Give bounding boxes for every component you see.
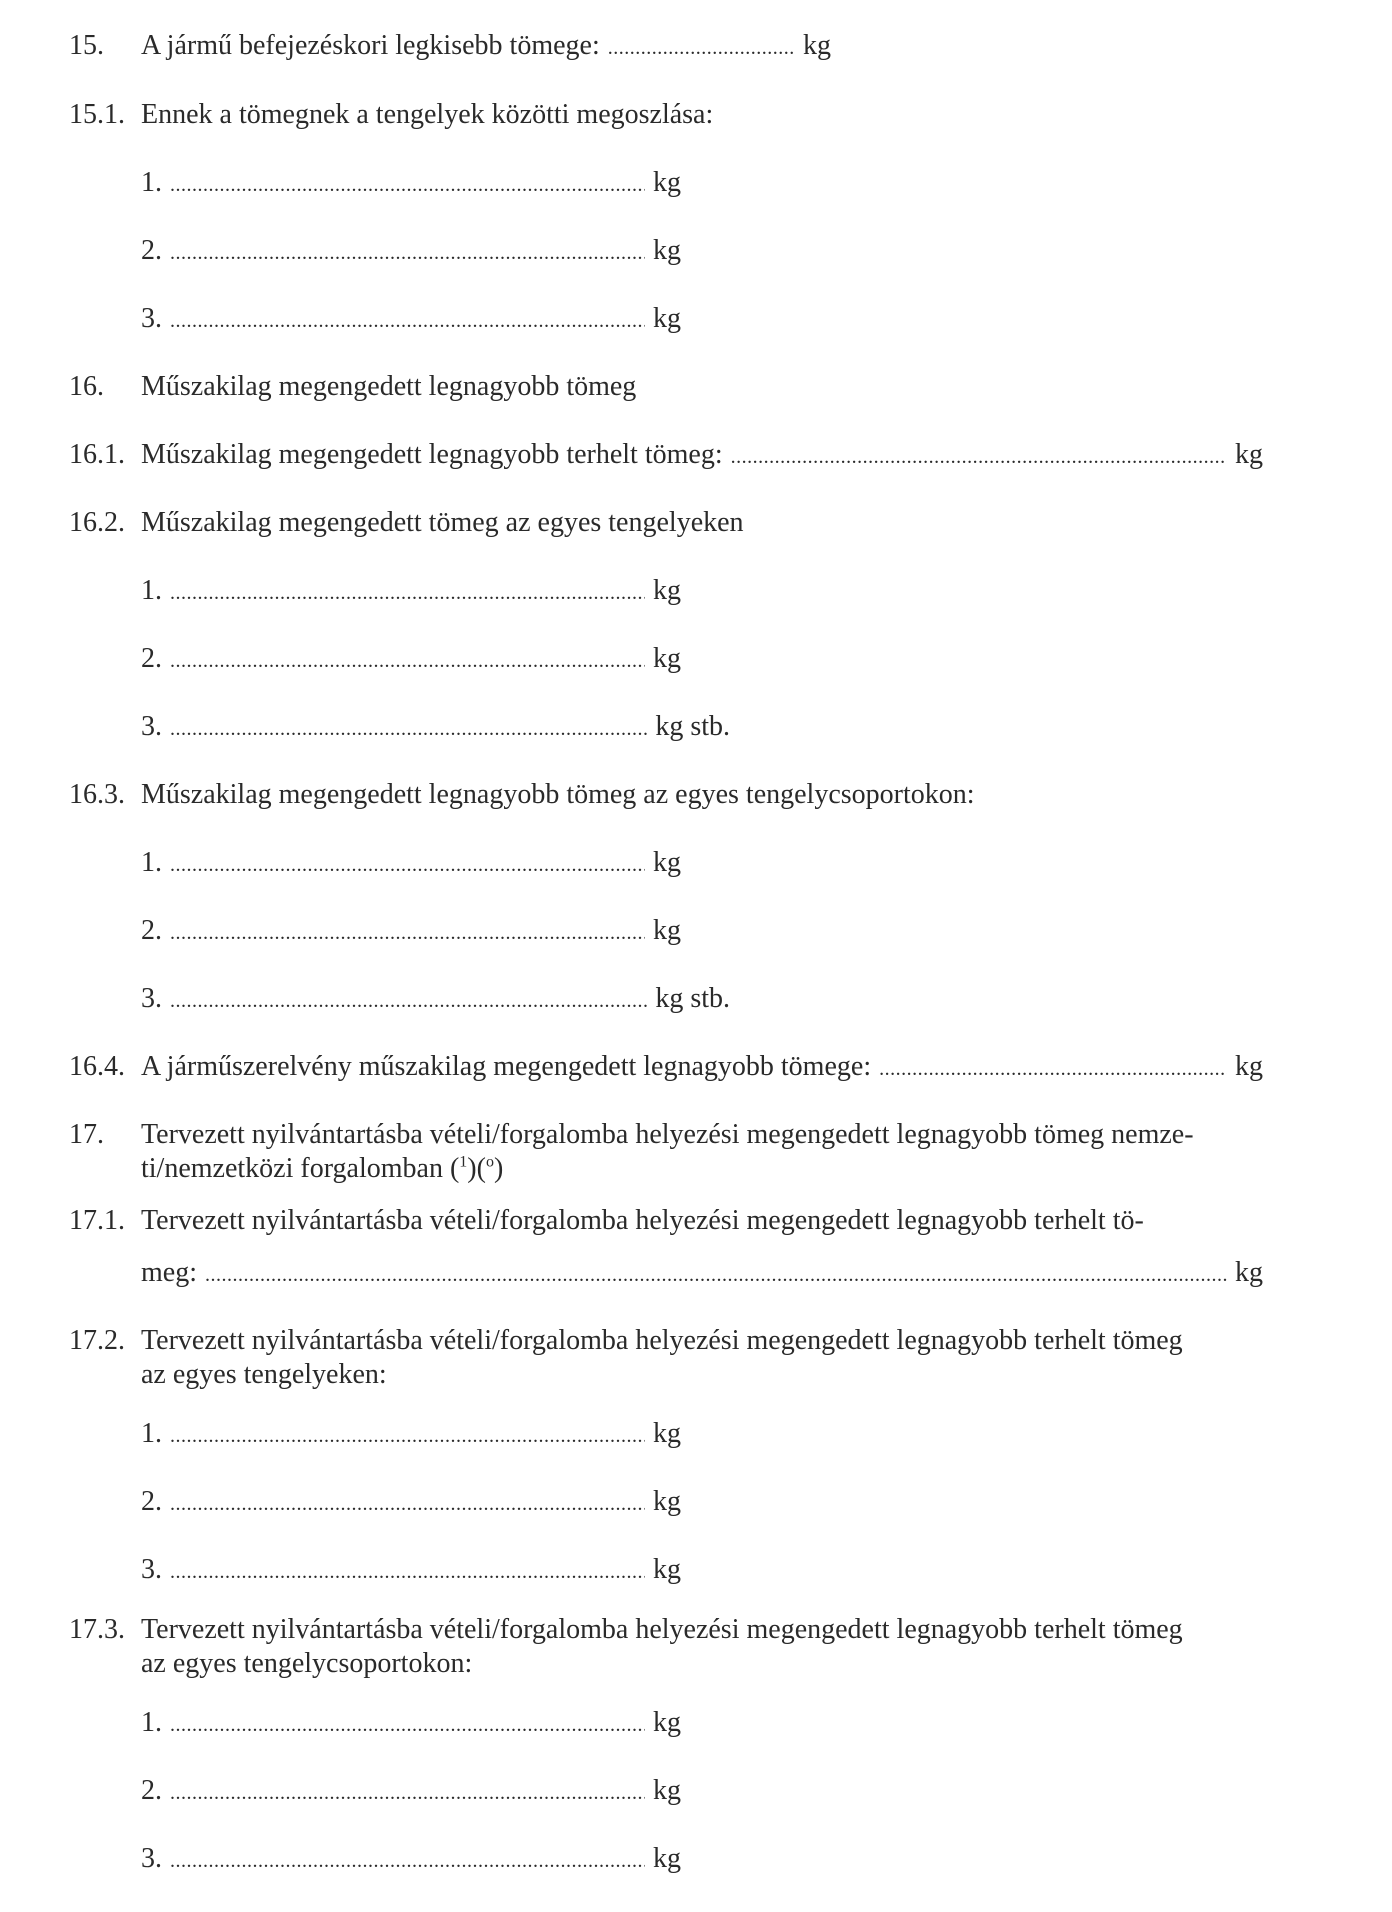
row-label: 1. <box>141 847 162 878</box>
row-label: 1. <box>141 1707 162 1738</box>
list-item <box>141 235 681 269</box>
item-17-line2 <box>141 1153 503 1185</box>
fill-in-field[interactable] <box>170 847 645 881</box>
list-item <box>141 915 681 949</box>
list-item <box>141 1843 681 1877</box>
row-label: 3. <box>141 711 162 742</box>
fill-in-field[interactable] <box>170 1775 645 1809</box>
unit-label: kg <box>653 1707 681 1738</box>
item-number: 17.3. <box>69 1614 125 1645</box>
row-label: 2. <box>141 1775 162 1806</box>
item-text-line1: Tervezett nyilvántartásba vételi/forgalomba helyezési megengedett legnagyobb terhelt tömeg <box>141 1325 1183 1356</box>
row-label: 2. <box>141 235 162 266</box>
row-label: 2. <box>141 915 162 946</box>
list-item <box>141 643 681 677</box>
text-fragment: ) <box>493 1153 504 1184</box>
fill-in-field[interactable] <box>170 575 645 609</box>
unit-label: kg <box>803 30 831 61</box>
unit-label: kg <box>653 847 681 878</box>
text-fragment: )( <box>467 1153 486 1184</box>
row-label: 1. <box>141 167 162 198</box>
item-text: A jármű befejezéskori legkisebb tömege: <box>141 30 600 61</box>
item-text: Ennek a tömegnek a tengelyek közötti megoszlása: <box>141 99 714 130</box>
fill-in-field[interactable] <box>170 1843 645 1877</box>
item-text-line1: Tervezett nyilvántartásba vételi/forgalomba helyezési megengedett legnagyobb terhelt tö- <box>141 1205 1144 1236</box>
fill-in-field[interactable] <box>879 1051 1227 1085</box>
list-item <box>141 1486 681 1520</box>
unit-label: kg <box>653 915 681 946</box>
row-label: 3. <box>141 303 162 334</box>
footnote-ref: o <box>485 1153 494 1171</box>
list-item <box>141 303 681 337</box>
unit-label: kg <box>653 1775 681 1806</box>
item-text-line2: ti/nemzetközi forgalomban ( <box>141 1153 460 1184</box>
item-number: 17. <box>69 1119 104 1150</box>
row-label: 3. <box>141 983 162 1014</box>
footnote-ref: 1 <box>459 1153 468 1171</box>
item-text: A járműszerelvény műszakilag megengedett legnagyobb tömege: <box>141 1051 872 1082</box>
unit-label: kg stb. <box>655 711 730 742</box>
item-text: Műszakilag megengedett legnagyobb terhelt tömeg: <box>141 439 723 470</box>
unit-label: kg stb. <box>655 983 730 1014</box>
item-number: 16.4. <box>69 1051 125 1082</box>
item-text-line1: Tervezett nyilvántartásba vételi/forgalomba helyezési megengedett legnagyobb terhelt tömeg <box>141 1614 1183 1645</box>
item-number: 16.3. <box>69 779 125 810</box>
item-17-1-row <box>141 1257 1263 1291</box>
list-item <box>141 1775 681 1809</box>
list-item <box>141 1707 681 1741</box>
fill-in-field[interactable] <box>170 235 645 269</box>
item-text-line1: Tervezett nyilvántartásba vételi/forgalomba helyezési megengedett legnagyobb tömeg nemze- <box>141 1119 1194 1150</box>
item-number: 16.2. <box>69 507 125 538</box>
item-17-2-line2 <box>141 1359 387 1391</box>
fill-in-field[interactable] <box>170 643 645 677</box>
list-item <box>141 1554 681 1588</box>
fill-in-field[interactable] <box>170 711 647 745</box>
unit-label: kg <box>653 1418 681 1449</box>
item-number: 15.1. <box>69 99 125 130</box>
row-label: 2. <box>141 1486 162 1517</box>
unit-label: kg <box>1235 1257 1263 1288</box>
row-label: 3. <box>141 1843 162 1874</box>
item-text-line2: az egyes tengelyeken: <box>141 1359 387 1390</box>
fill-in-field[interactable] <box>170 303 645 337</box>
unit-label: kg <box>653 1554 681 1585</box>
item-17-3-line2 <box>141 1648 472 1680</box>
item-number: 17.1. <box>69 1205 125 1236</box>
unit-label: kg <box>1235 1051 1263 1082</box>
item-number: 16. <box>69 371 104 402</box>
list-item <box>141 847 681 881</box>
unit-label: kg <box>653 303 681 334</box>
unit-label: kg <box>653 575 681 606</box>
list-item <box>141 575 681 609</box>
unit-label: kg <box>1235 439 1263 470</box>
item-text: Műszakilag megengedett tömeg az egyes tengelyeken <box>141 507 744 538</box>
list-item <box>141 711 730 745</box>
row-label: 1. <box>141 575 162 606</box>
unit-label: kg <box>653 643 681 674</box>
item-text: Műszakilag megengedett legnagyobb tömeg az egyes tengelycsoportokon: <box>141 779 975 810</box>
fill-in-field[interactable] <box>170 915 645 949</box>
item-number: 16.1. <box>69 439 125 470</box>
row-label: 3. <box>141 1554 162 1585</box>
list-item <box>141 167 681 201</box>
row-label: 2. <box>141 643 162 674</box>
fill-in-field[interactable] <box>170 1554 645 1588</box>
item-16-1-row <box>141 439 1263 473</box>
item-number: 17.2. <box>69 1325 125 1356</box>
fill-in-field[interactable] <box>731 439 1227 473</box>
list-item <box>141 1418 681 1452</box>
fill-in-field[interactable] <box>608 30 795 64</box>
item-text-line2: az egyes tengelycsoportokon: <box>141 1648 473 1679</box>
unit-label: kg <box>653 1843 681 1874</box>
item-number: 15. <box>69 30 104 61</box>
fill-in-field[interactable] <box>170 1486 645 1520</box>
row-label: 1. <box>141 1418 162 1449</box>
item-16-4-row <box>141 1051 1263 1085</box>
item-text-line2: meg: <box>141 1257 197 1288</box>
fill-in-field[interactable] <box>205 1257 1227 1291</box>
list-item <box>141 983 730 1017</box>
fill-in-field[interactable] <box>170 1418 645 1452</box>
fill-in-field[interactable] <box>170 1707 645 1741</box>
unit-label: kg <box>653 235 681 266</box>
fill-in-field[interactable] <box>170 167 645 201</box>
item-15-row <box>141 30 831 64</box>
fill-in-field[interactable] <box>170 983 647 1017</box>
unit-label: kg <box>653 1486 681 1517</box>
item-text: Műszakilag megengedett legnagyobb tömeg <box>141 371 637 402</box>
unit-label: kg <box>653 167 681 198</box>
